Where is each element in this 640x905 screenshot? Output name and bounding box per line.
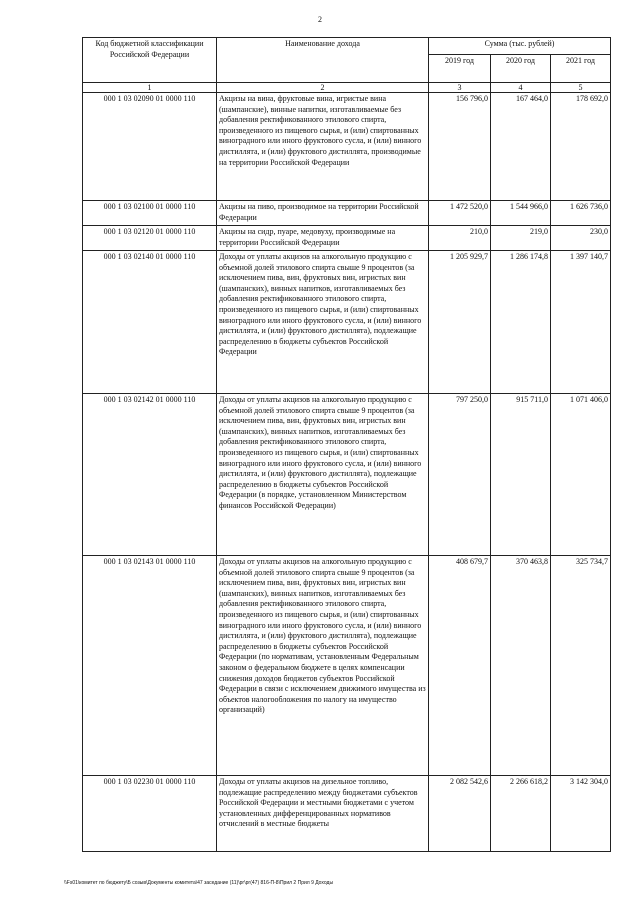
row-2021: 1 397 140,7: [551, 251, 611, 394]
row-2021: 325 734,7: [551, 556, 611, 776]
row-name: Акцизы на пиво, производимое на территории Российской Федерации: [217, 201, 429, 226]
row-2021: 3 142 304,0: [551, 776, 611, 852]
row-2020: 219,0: [491, 226, 551, 251]
row-2021: 230,0: [551, 226, 611, 251]
column-index-4: 4: [491, 83, 551, 93]
row-2019: 2 082 542,6: [429, 776, 491, 852]
row-2020: 167 464,0: [491, 93, 551, 201]
row-2019: 156 796,0: [429, 93, 491, 201]
row-name: Доходы от уплаты акцизов на алкогольную продукцию с объемной долей этилового спирта свыше 9 процентов (за исключением пива, вин, фруктовых вин, игристых вин (шампанских), винных напитков, изготавливаемых без добавления ректификованного этилового спирта, произведенного из пищевого сырья, и (или) спиртованных виноградного или иного фруктового сусла, и (или) винного дистиллята, и (или) фруктового дистиллята), подлежащие распределению в бюджеты субъектов Российской Федерации: [217, 251, 429, 394]
row-2019: 210,0: [429, 226, 491, 251]
column-index-3: 3: [429, 83, 491, 93]
row-2020: 370 463,8: [491, 556, 551, 776]
row-code: 000 1 03 02090 01 0000 110: [83, 93, 217, 201]
row-code: 000 1 03 02140 01 0000 110: [83, 251, 217, 394]
row-2020: 2 266 618,2: [491, 776, 551, 852]
header-year-2021: 2021 год: [551, 55, 611, 83]
row-2019: 797 250,0: [429, 394, 491, 556]
header-name: Наименование дохода: [217, 38, 429, 83]
row-name: Акцизы на вина, фруктовые вина, игристые вина (шампанские), винные напитки, изготавливаемые без добавления ректификованного этилового спирта, произведенного из пищевого сырья, и (или) спиртованных виноградного или иного фруктового сусла, и (или) винного дистиллята, и (или) фруктового дистиллята, производимые на территории Российской Федерации: [217, 93, 429, 201]
row-name: Доходы от уплаты акцизов на алкогольную продукцию с объемной долей этилового спирта свыше 9 процентов (за исключением пива, вин, фруктовых вин, игристых вин (шампанских), винных напитков, изготавливаемых без добавления ректификованного этилового спирта, произведенного из пищевого сырья, и (или) спиртованных виноградного или иного фруктового сусла, и (или) винного дистиллята, и (или) фруктового дистиллята), подлежащие распределению в бюджеты субъектов Российской Федерации (по нормативам, установленным Федеральным законом о федеральном бюджете в целях компенсации снижения доходов бюджетов субъектов Российской Федерации в связи с исключением движимого имущества из объектов налогообложения по налогу на имущество организаций): [217, 556, 429, 776]
column-index-5: 5: [551, 83, 611, 93]
page-number: 2: [318, 15, 322, 24]
row-code: 000 1 03 02143 01 0000 110: [83, 556, 217, 776]
table-row: [83, 201, 611, 226]
row-2019: 408 679,7: [429, 556, 491, 776]
header-sum: Сумма (тыс. рублей): [429, 38, 611, 55]
row-name: Доходы от уплаты акцизов на алкогольную продукцию с объемной долей этилового спирта свыше 9 процентов (за исключением пива, вин, фруктовых вин, игристых вин (шампанских), винных напитков, изготавливаемых без добавления ректификованного этилового спирта, произведенного из пищевого сырья, и (или) спиртованных виноградного или иного фруктового сусла, и (или) винного дистиллята, и (или) фруктового дистиллята), подлежащие распределению в бюджеты субъектов Российской Федерации (в порядке, установленном Министерством финансов Российской Федерации): [217, 394, 429, 556]
row-2019: 1 205 929,7: [429, 251, 491, 394]
row-2021: 1 626 736,0: [551, 201, 611, 226]
table-row: [83, 93, 611, 201]
table-row: [83, 226, 611, 251]
header-year-2020: 2020 год: [491, 55, 551, 83]
header-code: Код бюджетной классификации Российской Федерации: [83, 38, 217, 83]
table-row: [83, 556, 611, 776]
row-name: Доходы от уплаты акцизов на дизельное топливо, подлежащие распределению между бюджетами субъектов Российской Федерации и местными бюджетами с учетом установленных дифференцированных нормативов отчислений в местные бюджеты: [217, 776, 429, 852]
row-2021: 1 071 406,0: [551, 394, 611, 556]
row-code: 000 1 03 02100 01 0000 110: [83, 201, 217, 226]
row-2020: 1 544 966,0: [491, 201, 551, 226]
column-index-2: 2: [217, 83, 429, 93]
row-2020: 1 286 174,8: [491, 251, 551, 394]
file-path-footer: \\Fs01\комитет по бюджету\Б созыв\Документы комитета\47 заседание (11)\рг\рг(47) 816-П-8\Прил 2 Прил 9 Доходы: [64, 880, 334, 886]
row-name: Акцизы на сидр, пуаре, медовуху, производимые на территории Российской Федерации: [217, 226, 429, 251]
row-code: 000 1 03 02142 01 0000 110: [83, 394, 217, 556]
table-row: [83, 776, 611, 852]
revenue-table: [82, 37, 611, 852]
row-2019: 1 472 520,0: [429, 201, 491, 226]
row-2021: 178 692,0: [551, 93, 611, 201]
row-code: 000 1 03 02120 01 0000 110: [83, 226, 217, 251]
table-row: [83, 251, 611, 394]
row-code: 000 1 03 02230 01 0000 110: [83, 776, 217, 852]
table-row: [83, 394, 611, 556]
row-2020: 915 711,0: [491, 394, 551, 556]
column-index-1: 1: [83, 83, 217, 93]
header-year-2019: 2019 год: [429, 55, 491, 83]
